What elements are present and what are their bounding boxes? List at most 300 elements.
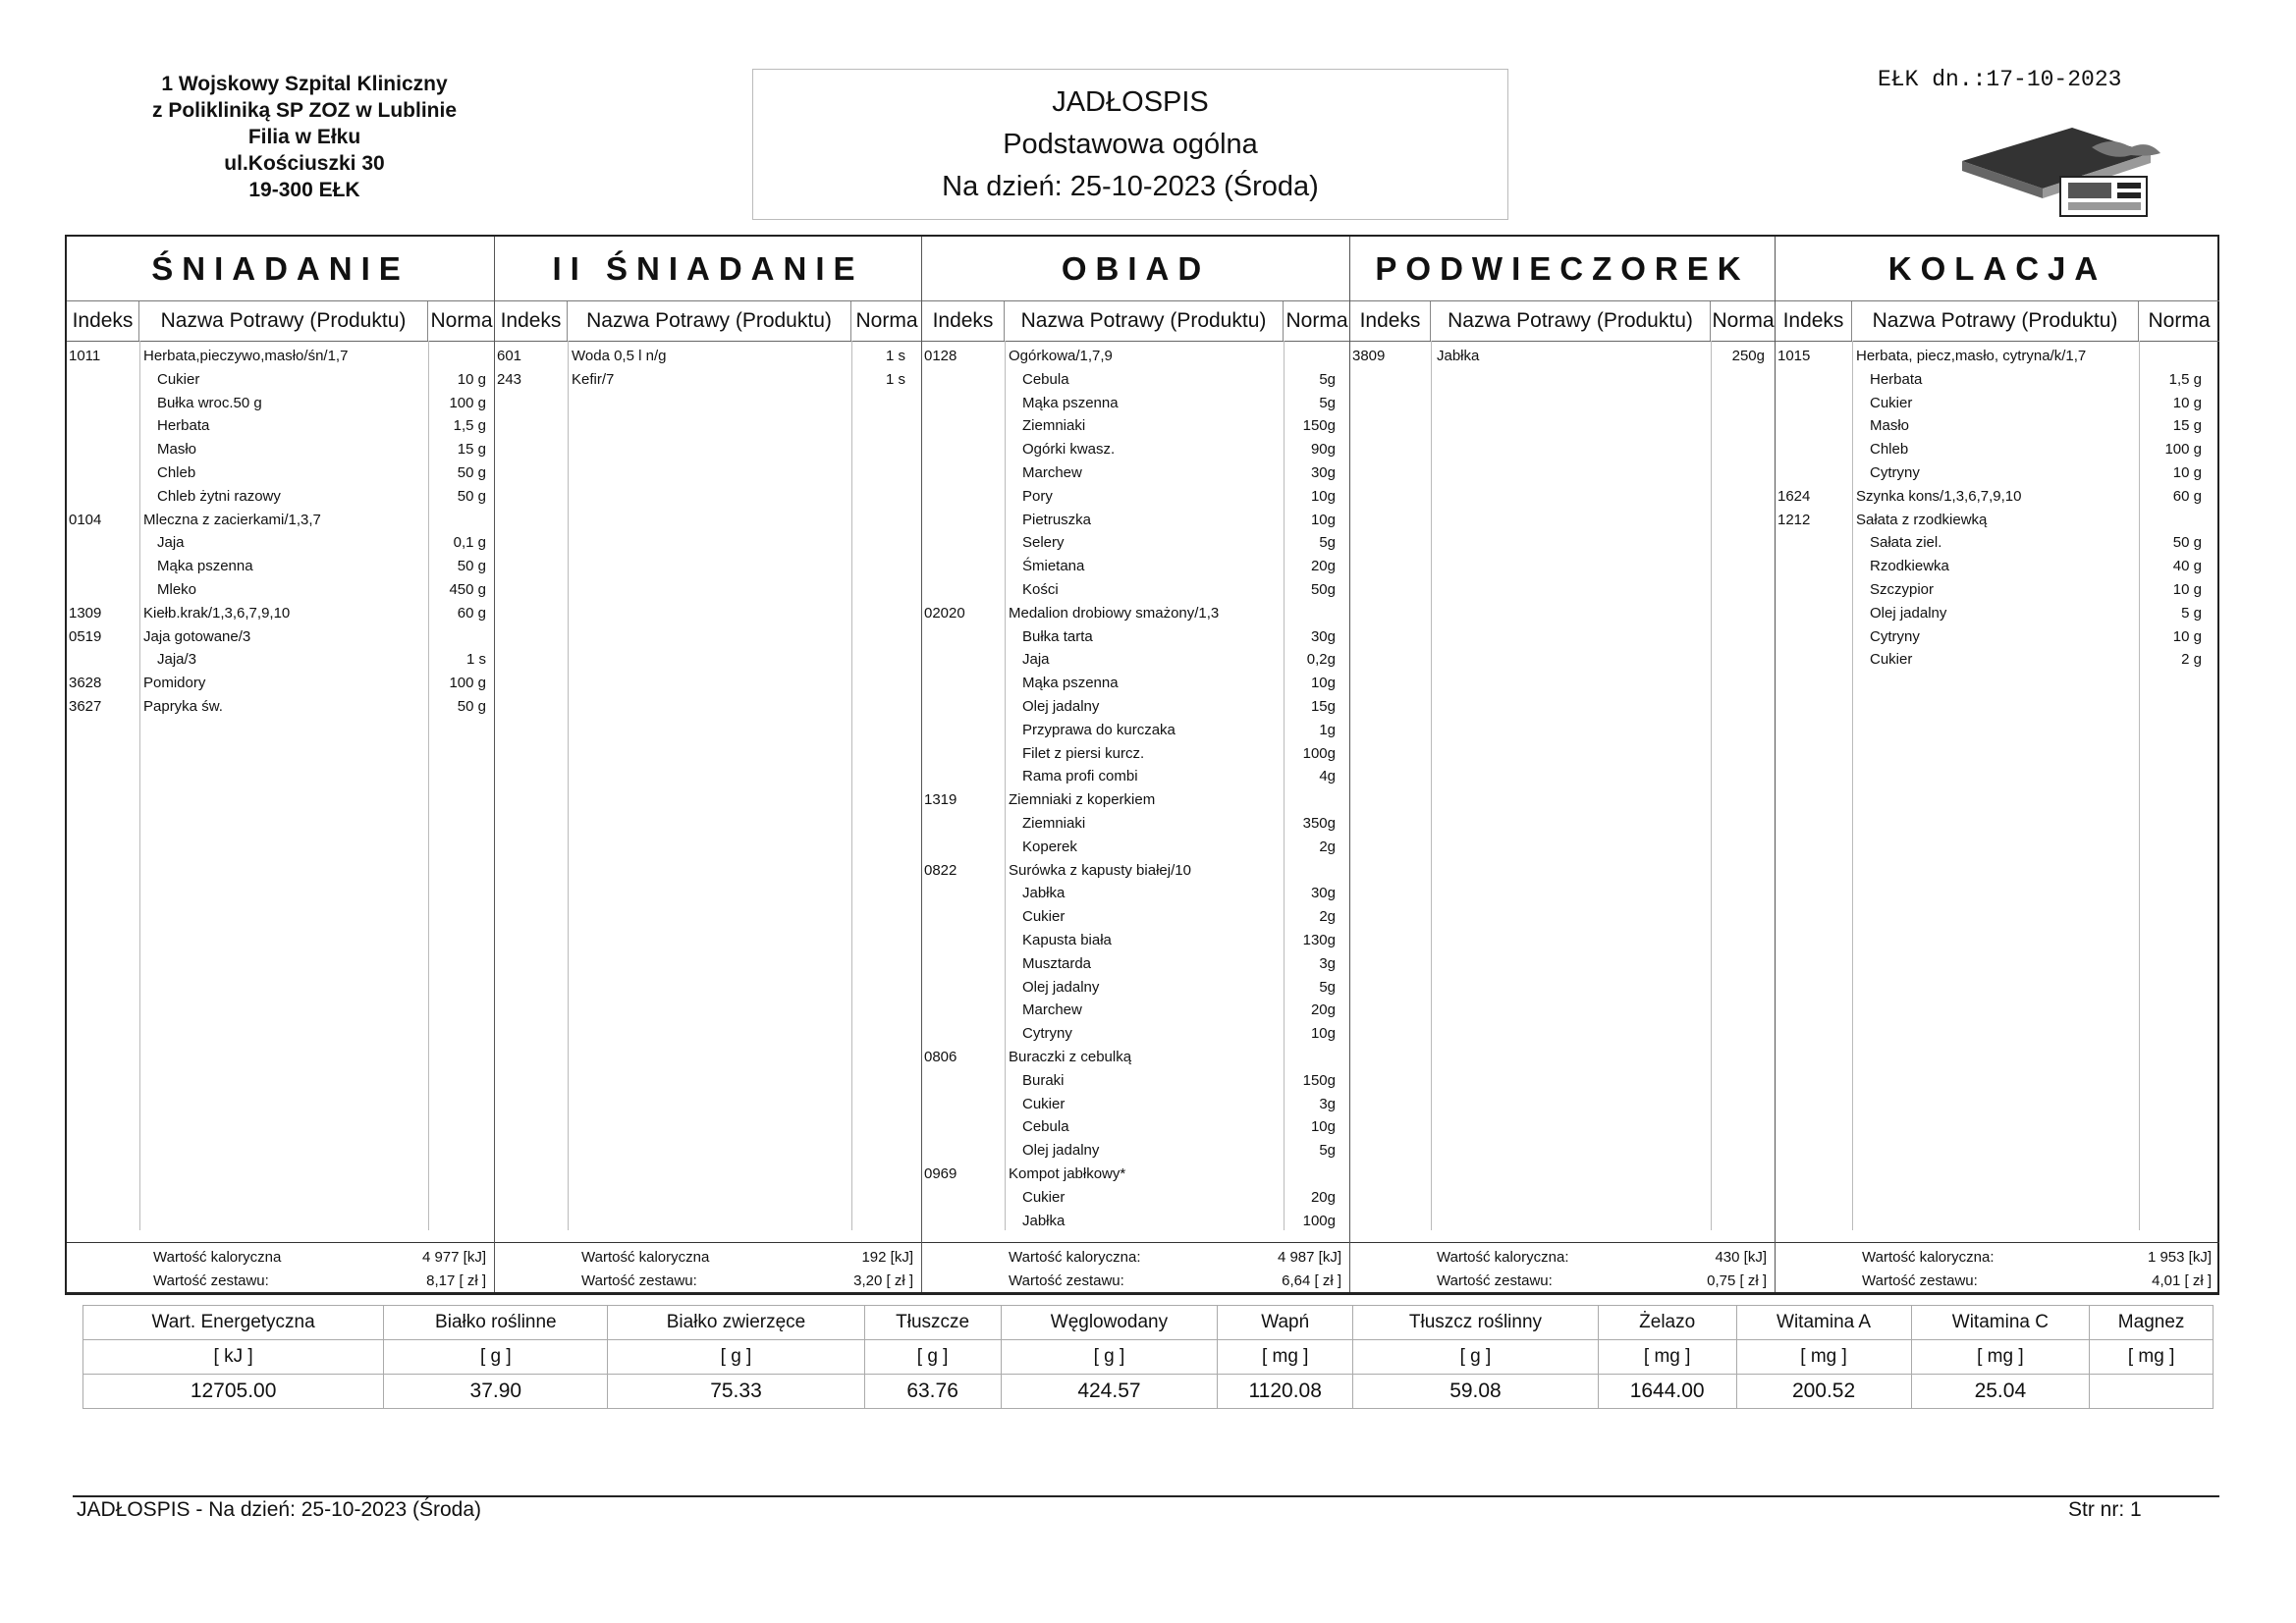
item-norm: 30g: [1310, 885, 1336, 902]
item-norm: 20g: [1310, 558, 1336, 575]
item-norm: 50 g: [2172, 534, 2202, 552]
item-norm: 60 g: [2172, 487, 2202, 505]
totals-divider: [495, 1242, 921, 1243]
item-norm: 5g: [1319, 394, 1336, 411]
energy-value: 1 953 [kJ]: [2147, 1249, 2212, 1266]
ingredient-name: Herbata: [1870, 370, 1923, 388]
menu-row: [67, 672, 494, 695]
item-norm: 5g: [1319, 978, 1336, 996]
item-index: 3628: [69, 675, 102, 692]
item-index: 0822: [924, 861, 957, 879]
menu-row: [922, 812, 1349, 836]
ingredient-name: Cukier: [1870, 394, 1913, 411]
nutrition-unit-cell: [ mg ]: [1598, 1340, 1736, 1375]
hospital-line: ul.Kościuszki 30: [224, 152, 385, 175]
cost-label: Wartość zestawu:: [581, 1272, 697, 1289]
column-header-index: Indeks: [922, 301, 1005, 341]
menu-row: [922, 368, 1349, 392]
menu-row: [67, 461, 494, 485]
item-norm: 40 g: [2172, 558, 2202, 575]
footer-title: JADŁOSPIS - Na dzień: 25-10-2023 (Środa): [77, 1498, 482, 1521]
ingredient-name: Cukier: [157, 370, 200, 388]
menu-row: [922, 555, 1349, 578]
item-index: 0519: [69, 627, 102, 645]
column-header-index: Indeks: [495, 301, 568, 341]
ingredient-name: Pietruszka: [1022, 511, 1092, 528]
menu-row: [67, 485, 494, 509]
menu-row: [922, 531, 1349, 555]
nutrition-header-row: [83, 1306, 2214, 1340]
ingredient-name: Mąka pszenna: [1022, 675, 1119, 692]
nutrition-unit-cell: [ mg ]: [1736, 1340, 1911, 1375]
ingredient-name: Jabłka: [1022, 1212, 1066, 1229]
menu-row: [1776, 509, 2219, 532]
ingredient-name: Chleb: [1870, 441, 1909, 459]
menu-row: [922, 859, 1349, 883]
dish-name: Szynka kons/1,3,6,7,9,10: [1856, 487, 2022, 505]
nutrition-unit-cell: [ mg ]: [2090, 1340, 2214, 1375]
item-norm: 2 g: [2181, 651, 2202, 669]
column-header-norm: Norma: [430, 309, 493, 332]
column-header-index: Indeks: [1776, 301, 1852, 341]
totals-divider: [1350, 1242, 1775, 1243]
menu-row: [67, 648, 494, 672]
cost-value: 8,17 [ zł ]: [426, 1272, 486, 1289]
item-norm: 5 g: [2181, 604, 2202, 622]
item-norm: 100 g: [2164, 441, 2202, 459]
item-norm: 150g: [1302, 1071, 1336, 1089]
item-norm: 60 g: [457, 604, 486, 622]
ingredient-name: Cytryny: [1022, 1025, 1072, 1043]
item-norm: 450 g: [449, 581, 486, 598]
energy-value: 4 977 [kJ]: [421, 1249, 486, 1266]
cost-label: Wartość zestawu:: [153, 1272, 269, 1289]
ingredient-name: Koperek: [1022, 838, 1077, 855]
nutrition-value-cell: 1120.08: [1218, 1375, 1353, 1409]
dish-name: Sałata z rzodkiewką: [1856, 511, 1988, 528]
header-divider: [495, 341, 921, 342]
nutrition-header-cell: Żelazo: [1598, 1306, 1736, 1340]
menu-date: Na dzień: 25-10-2023 (Środa): [942, 171, 1319, 202]
nutrition-value-row: [83, 1375, 2214, 1409]
menu-row: [1776, 392, 2219, 415]
nutrition-unit-row: [83, 1340, 2214, 1375]
item-norm: 50g: [1310, 581, 1336, 598]
ingredient-name: Marchew: [1022, 464, 1082, 481]
ingredient-name: Olej jadalny: [1022, 978, 1100, 996]
totals-divider: [67, 1242, 494, 1243]
item-norm: 150g: [1302, 417, 1336, 435]
item-norm: 1g: [1319, 721, 1336, 738]
item-norm: 50 g: [457, 558, 486, 575]
item-norm: 15g: [1310, 698, 1336, 715]
column-divider: [851, 341, 852, 1230]
menu-row: [922, 1163, 1349, 1186]
column-header-name: Nazwa Potrawy (Produktu): [568, 301, 851, 341]
menu-row: [922, 672, 1349, 695]
menu-row: [922, 1093, 1349, 1116]
item-norm: 3g: [1319, 954, 1336, 972]
item-norm: 10g: [1310, 1118, 1336, 1136]
menu-row: [1776, 555, 2219, 578]
ingredient-name: Mleko: [157, 581, 197, 598]
energy-value: 192 [kJ]: [861, 1249, 913, 1266]
energy-value: 4 987 [kJ]: [1277, 1249, 1341, 1266]
item-norm: 20g: [1310, 1001, 1336, 1019]
item-index: 0104: [69, 511, 102, 528]
nutrition-value-cell: 37.90: [384, 1375, 608, 1409]
ingredient-name: Jaja/3: [157, 651, 197, 669]
item-norm: 1 s: [885, 348, 905, 364]
ingredient-name: Cebula: [1022, 1118, 1069, 1136]
menu-row: [922, 1115, 1349, 1139]
menu-row: [67, 625, 494, 649]
ingredient-name: Musztarda: [1022, 954, 1092, 972]
menu-row: [67, 414, 494, 438]
totals-divider: [1776, 1242, 2219, 1243]
item-index: 1319: [924, 791, 957, 809]
item-norm: 90g: [1310, 441, 1336, 459]
menu-row: [1776, 438, 2219, 461]
section-title: PODWIECZOREK: [1350, 237, 1775, 301]
menu-row: [922, 578, 1349, 602]
column-header-name: Nazwa Potrawy (Produktu): [139, 301, 428, 341]
ingredient-name: Olej jadalny: [1022, 698, 1100, 715]
item-index: 1212: [1777, 511, 1811, 528]
item-norm: 100 g: [449, 394, 486, 411]
dish-name: Woda 0,5 l n/g: [572, 348, 667, 364]
dish-name: Jabłka: [1437, 348, 1480, 364]
energy-value: 430 [kJ]: [1715, 1249, 1767, 1266]
menu-row: [67, 531, 494, 555]
column-header-name: Nazwa Potrawy (Produktu): [1005, 301, 1284, 341]
ingredient-name: Cukier: [1022, 1188, 1066, 1206]
item-norm: 15 g: [2172, 417, 2202, 435]
menu-row: [1776, 485, 2219, 509]
item-norm: 2g: [1319, 838, 1336, 855]
menu-row: [1776, 602, 2219, 625]
menu-row: [1776, 648, 2219, 672]
dish-name: Ogórkowa/1,7,9: [1009, 348, 1113, 364]
nutrition-header-cell: Tłuszcze: [864, 1306, 1001, 1340]
document-title: JADŁOSPIS: [1052, 86, 1209, 118]
menu-row: [922, 485, 1349, 509]
page-number: Str nr: 1: [2068, 1498, 2142, 1521]
cost-label: Wartość zestawu:: [1862, 1272, 1978, 1289]
item-index: 3809: [1352, 348, 1386, 364]
ingredient-name: Mąka pszenna: [1022, 394, 1119, 411]
section-obiad: [922, 237, 1350, 1292]
menu-row: [67, 368, 494, 392]
item-norm: 3g: [1319, 1095, 1336, 1112]
section-podwieczorek: [1350, 237, 1776, 1292]
ingredient-name: Bułka tarta: [1022, 627, 1093, 645]
dish-name: Pomidory: [143, 675, 206, 692]
ingredient-name: Rzodkiewka: [1870, 558, 1949, 575]
menu-row: [922, 438, 1349, 461]
menu-row: [67, 438, 494, 461]
section-kolacja: [1776, 237, 2219, 1292]
nutrition-value-cell: 1644.00: [1598, 1375, 1736, 1409]
menu-row: [922, 602, 1349, 625]
item-norm: 10g: [1310, 487, 1336, 505]
nutrition-unit-cell: [ g ]: [608, 1340, 864, 1375]
menu-row: [922, 1022, 1349, 1046]
menu-row: [922, 392, 1349, 415]
ingredient-name: Buraki: [1022, 1071, 1065, 1089]
menu-row: [922, 509, 1349, 532]
item-norm: 10g: [1310, 1025, 1336, 1043]
dish-name: Surówka z kapusty białej/10: [1009, 861, 1191, 879]
menu-row: [922, 788, 1349, 812]
print-date: EŁK dn.:17-10-2023: [1878, 67, 2122, 92]
column-header-norm: Norma: [2148, 309, 2211, 332]
menu-row: [922, 1186, 1349, 1210]
item-norm: 130g: [1302, 932, 1336, 948]
item-index: 1015: [1777, 348, 1811, 364]
ingredient-name: Cukier: [1022, 1095, 1066, 1112]
item-norm: 30g: [1310, 627, 1336, 645]
ingredient-name: Cytryny: [1870, 464, 1920, 481]
dish-name: Kompot jabłkowy*: [1009, 1165, 1126, 1182]
ingredient-name: Mąka pszenna: [157, 558, 253, 575]
section-sniadanie: [67, 237, 495, 1292]
dish-name: Mleczna z zacierkami/1,3,7: [143, 511, 321, 528]
menu-row: [922, 1069, 1349, 1093]
item-norm: 15 g: [457, 441, 486, 459]
column-divider: [1431, 341, 1432, 1230]
energy-label: Wartość kaloryczna: [581, 1249, 710, 1266]
item-norm: 10g: [1310, 511, 1336, 528]
item-norm: 1 s: [465, 651, 486, 669]
item-norm: 100g: [1302, 744, 1336, 762]
item-norm: 50 g: [457, 698, 486, 715]
nutrition-unit-cell: [ g ]: [864, 1340, 1001, 1375]
menu-row: [922, 648, 1349, 672]
nutrition-header-cell: Wart. Energetyczna: [83, 1306, 384, 1340]
nutrition-header-cell: Witamina A: [1736, 1306, 1911, 1340]
ingredient-name: Cukier: [1022, 908, 1066, 926]
ingredient-name: Ogórki kwasz.: [1022, 441, 1116, 459]
item-index: 0128: [924, 348, 957, 364]
menu-row: [67, 392, 494, 415]
item-index: 0806: [924, 1049, 957, 1065]
section-title: OBIAD: [922, 237, 1349, 301]
menu-row: [67, 555, 494, 578]
nutrition-header-cell: Wapń: [1218, 1306, 1353, 1340]
footer-divider: [73, 1495, 2219, 1497]
ingredient-name: Śmietana: [1022, 558, 1085, 575]
ingredient-name: Przyprawa do kurczaka: [1022, 721, 1175, 738]
menu-table: [65, 235, 2219, 1295]
menu-row: [922, 836, 1349, 859]
nutrition-value-cell: 200.52: [1736, 1375, 1911, 1409]
ingredient-name: Jaja: [157, 534, 185, 552]
item-norm: 50 g: [457, 487, 486, 505]
item-norm: 50 g: [457, 464, 486, 481]
item-norm: 100 g: [449, 675, 486, 692]
item-norm: 5g: [1319, 370, 1336, 388]
nutrition-unit-cell: [ g ]: [1001, 1340, 1217, 1375]
nutrition-value-cell: 25.04: [1911, 1375, 2090, 1409]
item-norm: 10g: [1310, 675, 1336, 692]
menu-row: [922, 461, 1349, 485]
item-norm: 0,1 g: [453, 534, 486, 552]
hospital-line: 19-300 EŁK: [248, 179, 360, 201]
item-norm: 10 g: [2172, 627, 2202, 645]
item-norm: 5g: [1319, 534, 1336, 552]
hospital-header: [108, 71, 501, 203]
item-norm: 1 s: [885, 370, 905, 388]
menu-row: [67, 695, 494, 719]
dish-name: Papryka św.: [143, 698, 223, 715]
menu-row: [922, 1139, 1349, 1163]
item-norm: 10 g: [457, 370, 486, 388]
ingredient-name: Olej jadalny: [1022, 1142, 1100, 1160]
nutrition-value-cell: 59.08: [1353, 1375, 1598, 1409]
menu-row: [922, 929, 1349, 952]
title-box: [752, 69, 1508, 220]
ingredient-name: Jabłka: [1022, 885, 1066, 902]
nutrition-value-cell: 12705.00: [83, 1375, 384, 1409]
ingredient-name: Cytryny: [1870, 627, 1920, 645]
item-norm: 4g: [1319, 768, 1336, 785]
header-divider: [67, 341, 494, 342]
nutrition-unit-cell: [ kJ ]: [83, 1340, 384, 1375]
item-index: 3627: [69, 698, 102, 715]
hospital-line: z Polikliniką SP ZOZ w Lublinie: [152, 99, 457, 122]
menu-row: [1776, 625, 2219, 649]
nutrition-unit-cell: [ g ]: [384, 1340, 608, 1375]
item-norm: 10 g: [2172, 581, 2202, 598]
column-header-norm: Norma: [1285, 309, 1348, 332]
menu-row: [922, 719, 1349, 742]
ingredient-name: Jaja: [1022, 651, 1050, 669]
ingredient-name: Kapusta biała: [1022, 932, 1112, 948]
item-index: 1624: [1777, 487, 1811, 505]
ingredient-name: Cebula: [1022, 370, 1069, 388]
menu-row: [495, 368, 921, 392]
menu-row: [922, 345, 1349, 368]
ingredient-name: Selery: [1022, 534, 1065, 552]
menu-row: [67, 509, 494, 532]
cost-value: 6,64 [ zł ]: [1282, 1272, 1341, 1289]
column-header-norm: Norma: [855, 309, 918, 332]
nutrition-unit-cell: [ g ]: [1353, 1340, 1598, 1375]
menu-row: [1776, 345, 2219, 368]
item-norm: 250g: [1731, 348, 1765, 364]
section-ii-sniadanie: [495, 237, 922, 1292]
menu-row: [67, 578, 494, 602]
menu-row: [1776, 368, 2219, 392]
cost-label: Wartość zestawu:: [1009, 1272, 1124, 1289]
menu-row: [67, 345, 494, 368]
menu-row: [922, 999, 1349, 1022]
menu-row: [922, 882, 1349, 905]
energy-label: Wartość kaloryczna: [153, 1249, 282, 1266]
ingredient-name: Sałata ziel.: [1870, 534, 1942, 552]
energy-label: Wartość kaloryczna:: [1862, 1249, 1995, 1266]
item-norm: 2g: [1319, 908, 1336, 926]
ingredient-name: Chleb żytni razowy: [157, 487, 281, 505]
section-title: II ŚNIADANIE: [495, 237, 921, 301]
diet-type: Podstawowa ogólna: [1003, 129, 1258, 160]
hospital-line: 1 Wojskowy Szpital Kliniczny: [161, 73, 448, 95]
dish-name: Jaja gotowane/3: [143, 627, 251, 645]
dish-name: Kiełb.krak/1,3,6,7,9,10: [143, 604, 291, 622]
section-title: KOLACJA: [1776, 237, 2219, 301]
nutrition-header-cell: Magnez: [2090, 1306, 2214, 1340]
item-norm: 30g: [1310, 464, 1336, 481]
menu-row: [67, 602, 494, 625]
nutrition-header-cell: Białko roślinne: [384, 1306, 608, 1340]
ingredient-name: Cukier: [1870, 651, 1913, 669]
cost-value: 0,75 [ zł ]: [1707, 1272, 1767, 1289]
ingredient-name: Rama profi combi: [1022, 768, 1138, 785]
nutrition-value-cell: 75.33: [608, 1375, 864, 1409]
menu-row: [922, 414, 1349, 438]
item-norm: 100g: [1302, 1212, 1336, 1229]
nutrition-value-cell: 424.57: [1001, 1375, 1217, 1409]
book-computer-logo: [1954, 120, 2186, 220]
dish-name: Kefir/7: [572, 370, 615, 388]
energy-label: Wartość kaloryczna:: [1009, 1249, 1141, 1266]
ingredient-name: Chleb: [157, 464, 196, 481]
menu-row: [1776, 461, 2219, 485]
menu-row: [1776, 578, 2219, 602]
nutrition-header-cell: Węglowodany: [1001, 1306, 1217, 1340]
item-index: 1309: [69, 604, 102, 622]
nutrition-table: [82, 1305, 2214, 1409]
column-header-index: Indeks: [1350, 301, 1431, 341]
item-norm: 0,2g: [1306, 651, 1336, 669]
dish-name: Medalion drobiowy smażony/1,3: [1009, 604, 1220, 622]
nutrition-header-cell: Białko zwierzęce: [608, 1306, 864, 1340]
menu-row: [1350, 345, 1775, 368]
menu-row: [922, 742, 1349, 766]
ingredient-name: Bułka wroc.50 g: [157, 394, 262, 411]
cost-value: 4,01 [ zł ]: [2152, 1272, 2212, 1289]
nutrition-value-cell: 63.76: [864, 1375, 1001, 1409]
column-header-index: Indeks: [67, 301, 139, 341]
totals-divider: [922, 1242, 1349, 1243]
column-header-name: Nazwa Potrawy (Produktu): [1852, 301, 2139, 341]
ingredient-name: Kości: [1022, 581, 1059, 598]
column-header-norm: Norma: [1712, 309, 1775, 332]
ingredient-name: Filet z piersi kurcz.: [1022, 744, 1145, 762]
ingredient-name: Ziemniaki: [1022, 815, 1086, 832]
menu-row: [922, 976, 1349, 1000]
item-index: 1011: [69, 348, 101, 364]
ingredient-name: Masło: [1870, 417, 1910, 435]
item-index: 02020: [924, 604, 965, 622]
dish-name: Herbata,pieczywo,masło/śn/1,7: [143, 348, 349, 364]
nutrition-unit-cell: [ mg ]: [1911, 1340, 2090, 1375]
item-index: 243: [497, 370, 522, 388]
menu-row: [922, 905, 1349, 929]
ingredient-name: Pory: [1022, 487, 1053, 505]
hospital-line: Filia w Ełku: [247, 126, 361, 148]
ingredient-name: Herbata: [157, 417, 210, 435]
item-norm: 20g: [1310, 1188, 1336, 1206]
menu-row: [922, 695, 1349, 719]
menu-row: [495, 345, 921, 368]
menu-row: [922, 952, 1349, 976]
menu-row: [922, 1210, 1349, 1233]
header-divider: [922, 341, 1349, 342]
nutrition-unit-cell: [ mg ]: [1218, 1340, 1353, 1375]
item-norm: 5g: [1319, 1142, 1336, 1160]
